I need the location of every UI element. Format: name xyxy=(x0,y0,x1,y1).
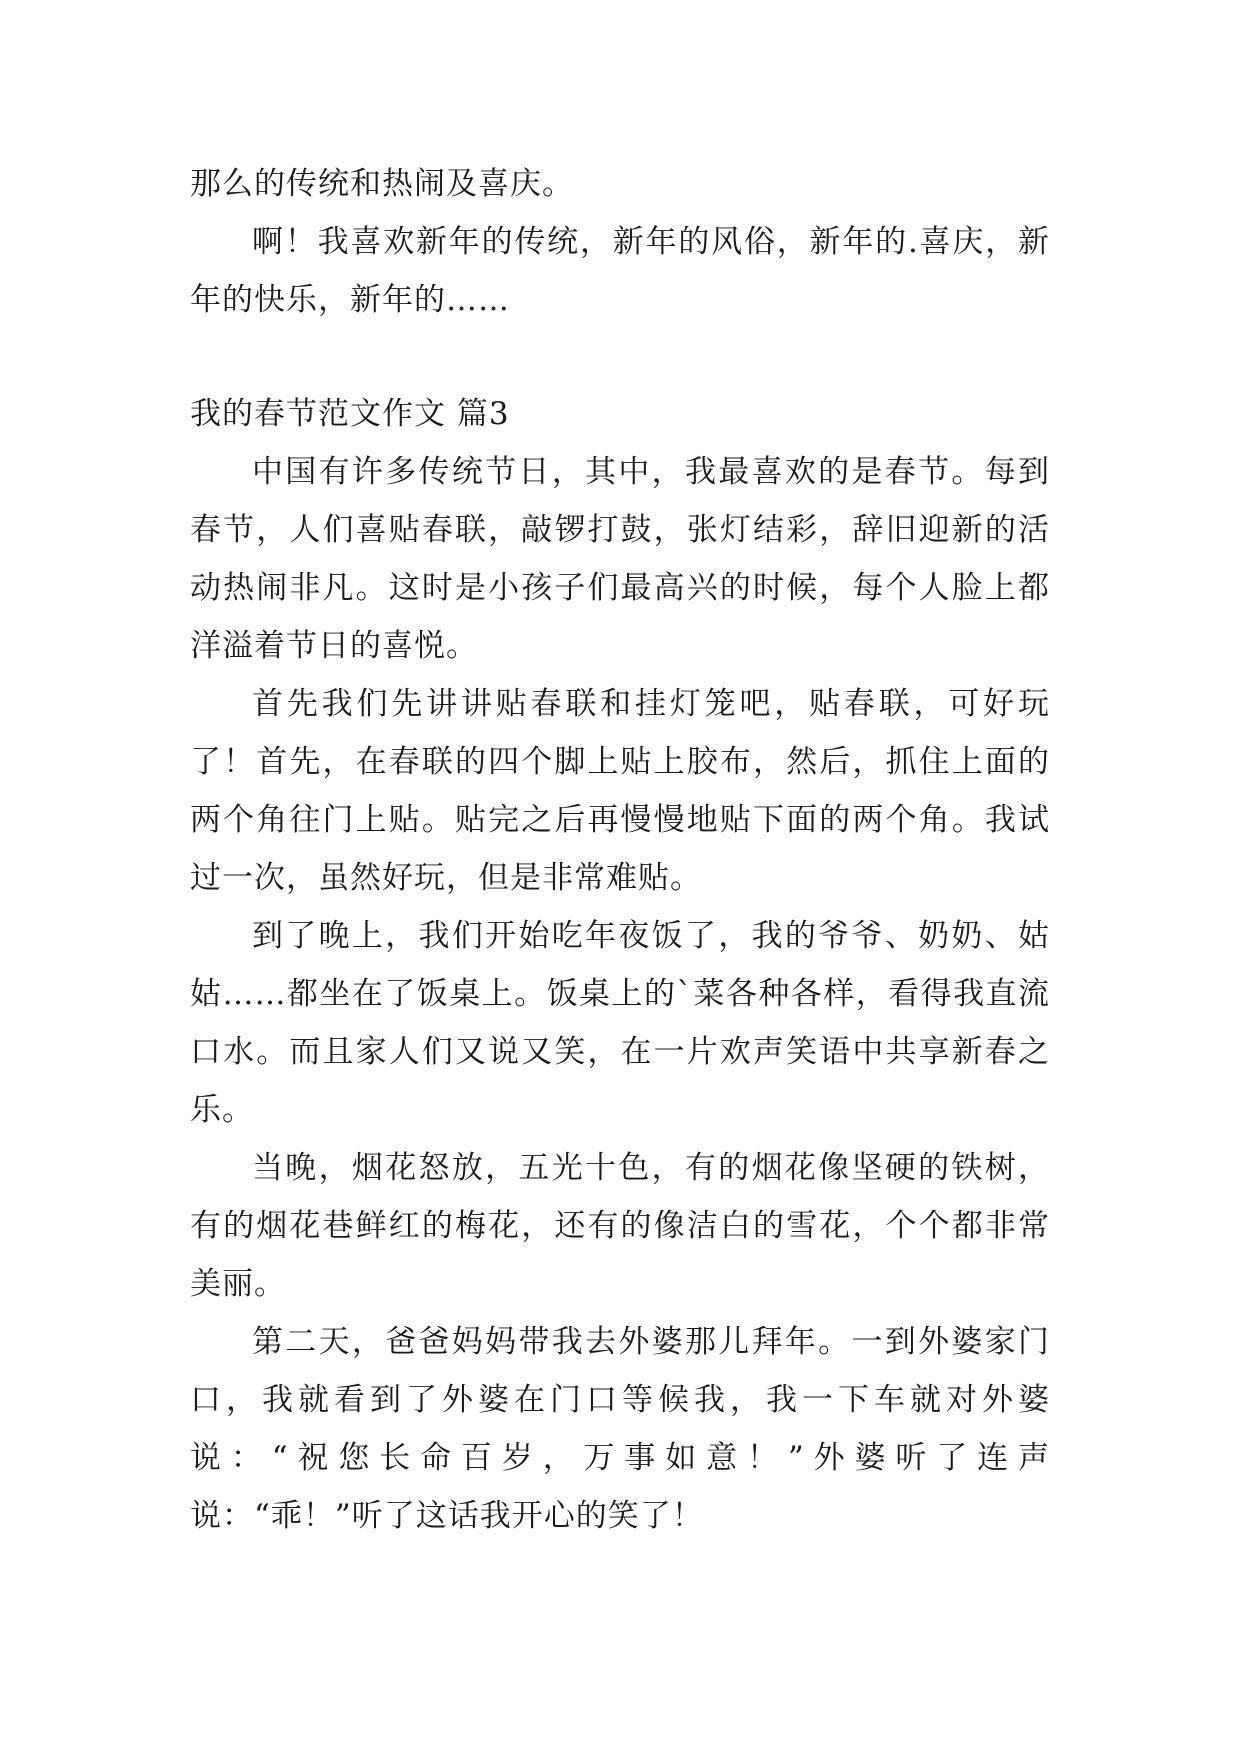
document-body xyxy=(190,155,1050,1545)
section-heading: 我的春节范文作文 篇3 xyxy=(190,396,510,432)
paragraph-dinner: 到了晚上，我们开始吃年夜饭了，我的爷爷、奶奶、姑姑……都坐在了饭桌上。饭桌上的`菜各种各样，看得我直流口水。而且家人们又说又笑，在一片欢声笑语中共享新春之乐。 xyxy=(190,918,1050,1128)
paragraph-couplets: 首先我们先讲讲贴春联和挂灯笼吧，贴春联，可好玩了！首先，在春联的四个脚上贴上胶布，然后，抓住上面的两个角往门上贴。贴完之后再慢慢地贴下面的两个角。我试过一次，虽然好玩，但是非常难贴。 xyxy=(190,686,1050,896)
paragraph-fireworks: 当晚，烟花怒放，五光十色，有的烟花像坚硬的铁树，有的烟花巷鲜红的梅花，还有的像洁白的雪花，个个都非常美丽。 xyxy=(190,1150,1050,1302)
paragraph-exclamation: 啊！我喜欢新年的传统，新年的风俗，新年的.喜庆，新年的快乐，新年的…… xyxy=(190,224,1050,318)
paragraph-intro: 中国有许多传统节日，其中，我最喜欢的是春节。每到春节，人们喜贴春联，敲锣打鼓，张灯结彩，辞旧迎新的活动热闹非凡。这时是小孩子们最高兴的时候，每个人脸上都洋溢着节日的喜悦。 xyxy=(190,454,1050,664)
paragraph-continuation: 那么的传统和热闹及喜庆。 xyxy=(190,166,574,202)
paragraph-visit: 第二天，爸爸妈妈带我去外婆那儿拜年。一到外婆家门口，我就看到了外婆在门口等候我，我一下车就对外婆说：“祝您长命百岁，万事如意！”外婆听了连声说：“乖！”听了这话我开心的笑了！ xyxy=(190,1324,1050,1534)
